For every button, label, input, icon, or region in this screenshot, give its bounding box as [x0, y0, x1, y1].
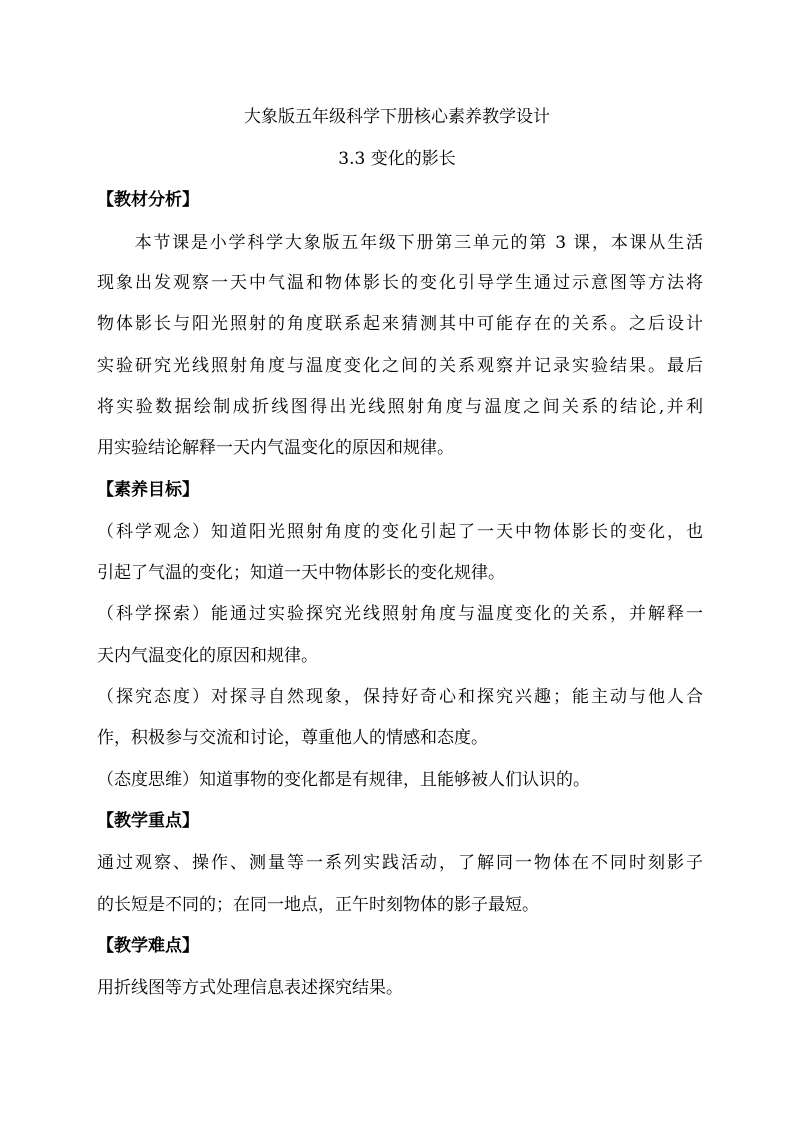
- paragraph-line: 本节课是小学科学大象版五年级下册第三单元的第 3 课，本课从生活: [97, 233, 703, 253]
- paragraph-line: 现象出发观察一天中气温和物体影长的变化引导学生通过示意图等方法将: [97, 273, 703, 293]
- goal-line: 天内气温变化的原因和规律。: [97, 646, 318, 666]
- key-point-line: 的长短是不同的；在同一地点，正午时刻物体的影子最短。: [97, 895, 539, 915]
- key-point-line: 通过观察、操作、测量等一系列实践活动，了解同一物体在不同时刻影子: [97, 853, 703, 873]
- paragraph-line: 实验研究光线照射角度与温度变化之间的关系观察并记录实验结果。最后: [97, 356, 703, 376]
- goal-line: （科学探索）能通过实验探究光线照射角度与温度变化的关系，并解释一: [97, 604, 703, 624]
- goal-line: （态度思维）知道事物的变化都是有规律，且能够被人们认识的。: [97, 770, 590, 790]
- lesson-subtitle: 3.3 变化的影长: [338, 149, 456, 169]
- paragraph-line: 将实验数据绘制成折线图得出光线照射角度与温度之间关系的结论,并利: [97, 397, 703, 417]
- paragraph-line: 用实验结论解释一天内气温变化的原因和规律。: [97, 438, 454, 458]
- section-heading-key-points: 【教学重点】: [97, 811, 199, 831]
- document-title: 大象版五年级科学下册核心素养教学设计: [244, 107, 550, 127]
- difficulty-line: 用折线图等方式处理信息表述探究结果。: [97, 978, 403, 998]
- section-heading-analysis: 【教材分析】: [97, 190, 199, 210]
- section-heading-difficulties: 【教学难点】: [97, 936, 199, 956]
- paragraph-line: 物体影长与阳光照射的角度联系起来猜测其中可能存在的关系。之后设计: [97, 314, 703, 334]
- goal-line: （探究态度）对探寻自然现象，保持好奇心和探究兴趣；能主动与他人合: [97, 687, 703, 707]
- section-heading-goals: 【素养目标】: [97, 480, 199, 500]
- goal-line: （科学观念）知道阳光照射角度的变化引起了一天中物体影长的变化，也: [97, 522, 703, 542]
- goal-line: 引起了气温的变化；知道一天中物体影长的变化规律。: [97, 563, 505, 583]
- goal-line: 作，积极参与交流和讨论，尊重他人的情感和态度。: [97, 728, 488, 748]
